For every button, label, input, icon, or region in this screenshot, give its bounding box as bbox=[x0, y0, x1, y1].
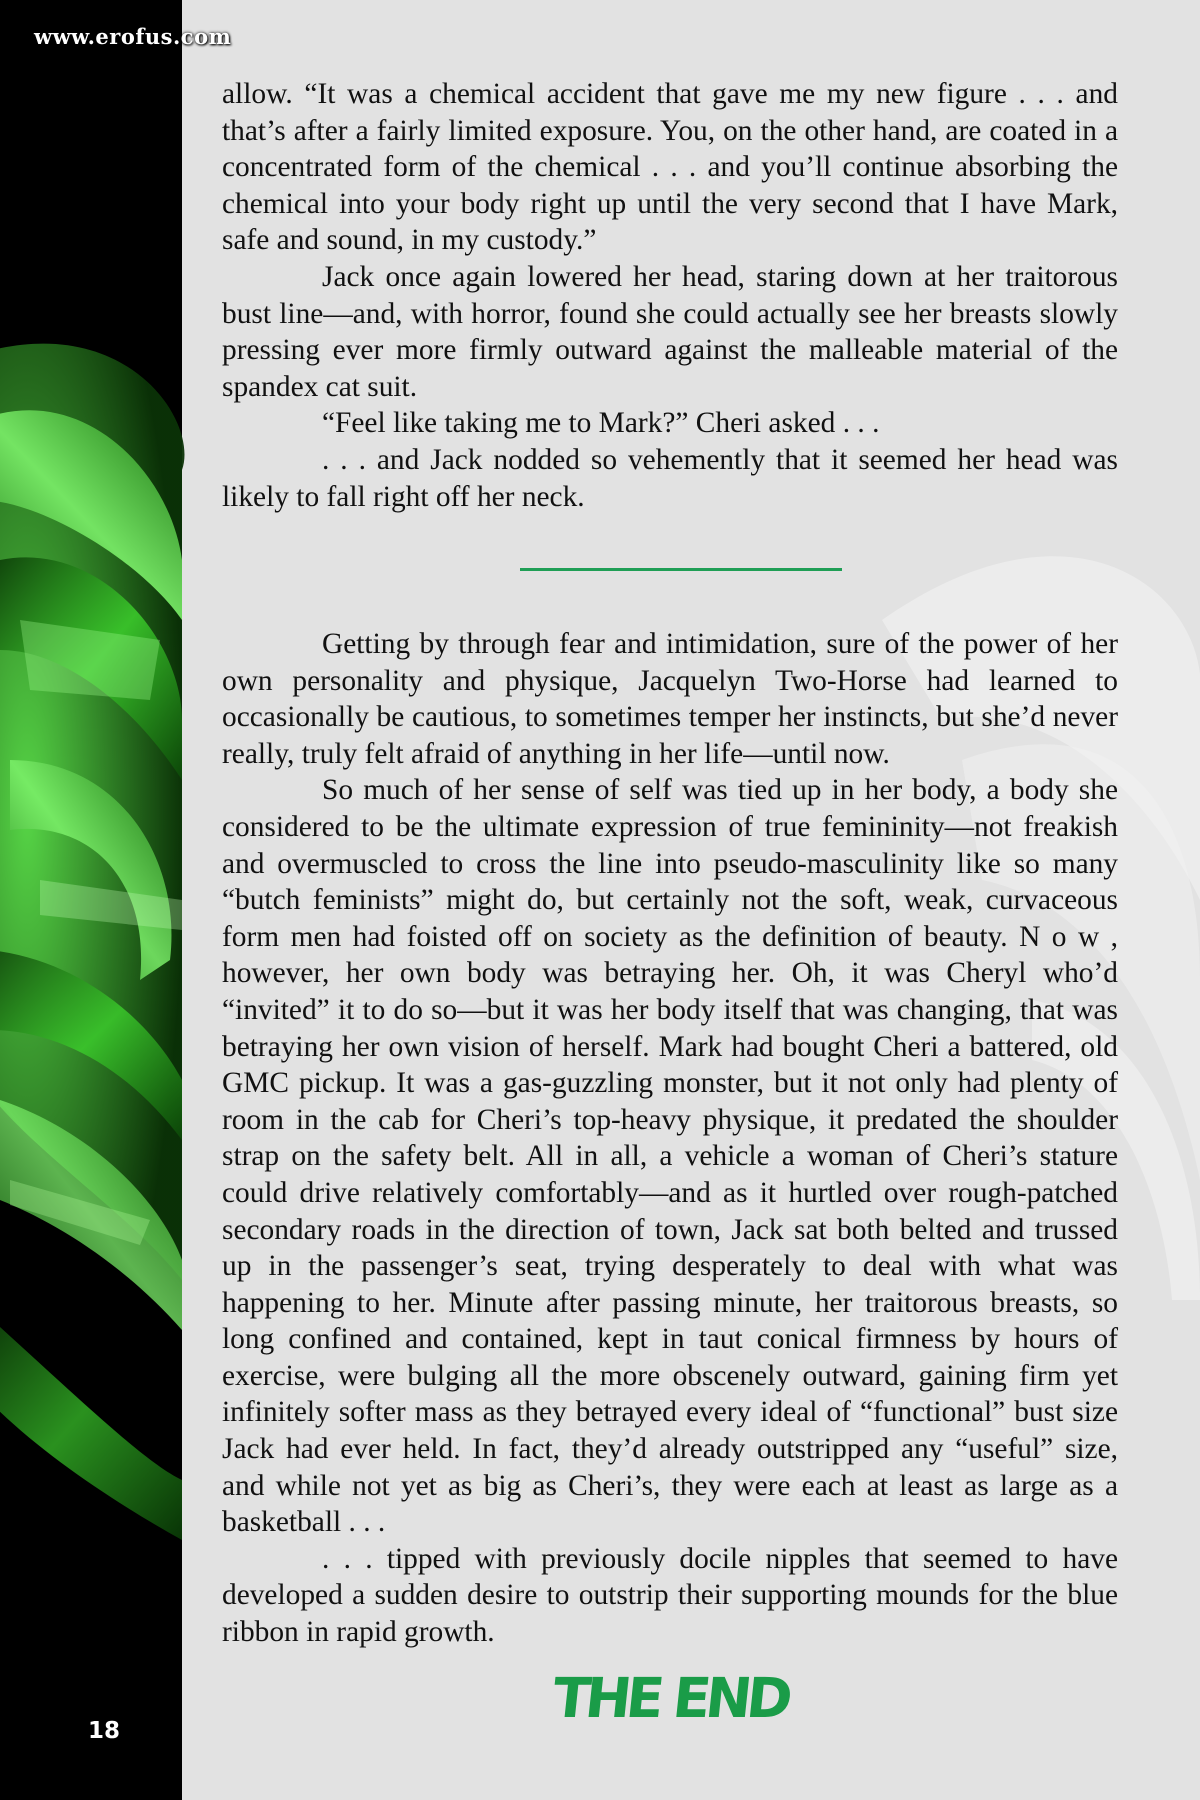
paragraph: Jack once again lowered her head, staring down at her traitorous bust line—and, with horror, found she could actually see her breasts slowly pressing ever more firmly outward against the malleable material of the spandex cat suit. bbox=[222, 260, 1118, 403]
the-end-title: THE END bbox=[549, 1666, 791, 1730]
left-decorative-band bbox=[0, 0, 232, 1800]
green-swirl-art bbox=[0, 0, 182, 1800]
paragraph: So much of her sense of self was tied up in her body, a body she considered to be the ultimate expression of true femininity—not freakish and overmuscled to cross the line into pseudo-masculinity like so many “butch feminists” might do, but certainly not the soft, weak, curvaceous form men had foisted off on society as the definition of beauty. N o w , however, her own body was betraying her. Oh, it was Cheryl who’d “invited” it to do so—but it was her body itself that was changing, that was betraying her own vision of herself. Mark had bought Cheri a battered, old GMC pickup. It was a gas-guzzling monster, but it not only had plenty of room in the cab for Cheri’s top-heavy physique, it predated the shoulder strap on the safety belt. All in all, a vehicle a woman of Cheri’s stature could drive relatively comfortably—and as it hurtled over rough-patched secondary roads in the direction of town, Jack sat both belted and trussed up in the passenger’s seat, trying desperately to deal with what was happening to her. Minute after passing minute, her traitorous breasts, so long confined and contained, kept in taut conical firmness by hours of exercise, were bulging all the more obscenely outward, gaining firm yet infinitely softer mass as they betrayed every ideal of “functional” bust size Jack had ever held. In fact, they’d already outstripped any “useful” size, and while not yet as big as Cheri’s, they were each at least as large as a basketball . . . bbox=[222, 774, 1118, 1539]
story-section-1 bbox=[222, 76, 1118, 515]
page-number: 18 bbox=[88, 1718, 121, 1744]
watermark: www.erofus.com bbox=[34, 24, 232, 49]
paragraph: Getting by through fear and intimidation, sure of the power of her own personality and physique, Jacquelyn Two-Horse had learned to occasionally be cautious, to sometimes temper her instincts, but she’d never really, truly felt afraid of anything in her life—until now. bbox=[222, 628, 1118, 770]
story-section-2 bbox=[222, 626, 1118, 1651]
paragraph: “Feel like taking me to Mark?” Cheri asked . . . bbox=[322, 407, 880, 440]
paragraph: allow. “It was a chemical accident that gave me my new figure . . . and that’s after a fairly limited exposure. You, on the other hand, are coated in a concentrated form of the chemical . . . and you’ll continue absorbing the chemical into your body right up until the very second that I have Mark, safe and sound, in my custody.” bbox=[222, 78, 1118, 257]
section-divider bbox=[520, 568, 842, 571]
paragraph: . . . tipped with previously docile nipples that seemed to have developed a sudden desire to outstrip their supporting mounds for the blue ribbon in rapid growth. bbox=[222, 1542, 1118, 1649]
paragraph: . . . and Jack nodded so vehemently that it seemed her head was likely to fall right off her neck. bbox=[222, 443, 1118, 513]
